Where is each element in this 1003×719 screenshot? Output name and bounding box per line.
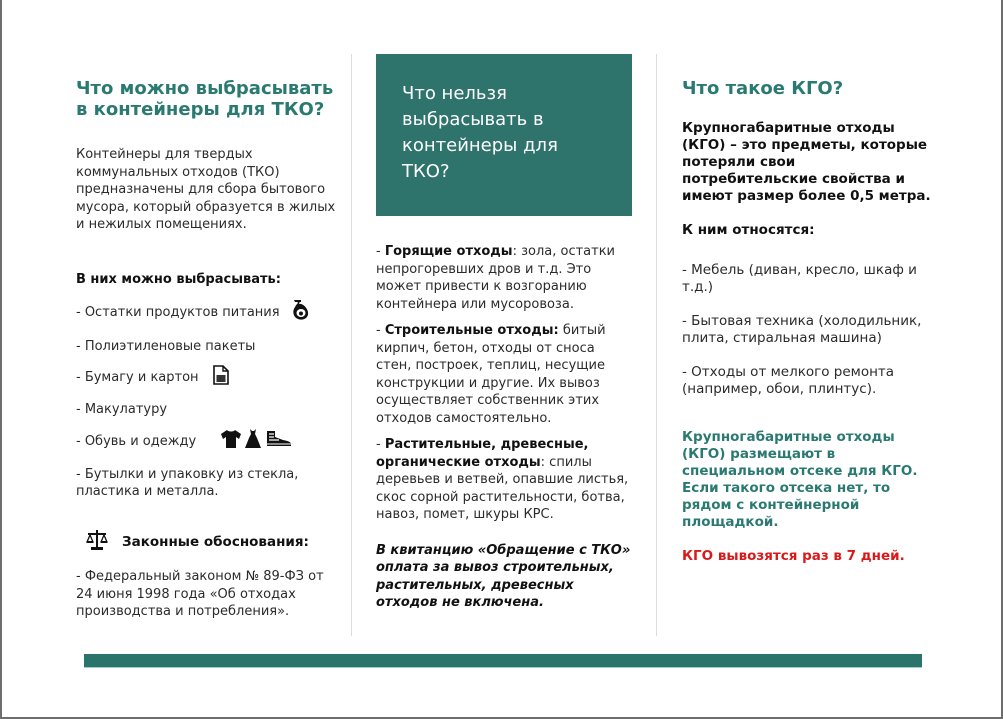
right-title: Что такое КГО? <box>682 78 844 99</box>
dress-icon <box>244 428 262 456</box>
legal-text: - Федеральный законом № 89-ФЗ от 24 июня 1998 года «Об отходах производства и потребления». <box>76 569 324 619</box>
kgo-placement: Крупногабаритные отходы (КГО) размещают в специальном отсеке для КГО. Если такого отсека нет, то рядом с контейнерной площадкой. <box>682 429 918 530</box>
allowed-item <box>76 338 338 356</box>
column-divider <box>351 54 352 636</box>
column-divider <box>656 54 657 636</box>
forbidden-text: битый кирпич, бетон, отходы от сноса стен, построек, теплиц, несущие конструкции и другие. Их вывоз осуществляет собственник этих отходов самостоятельно. <box>376 323 606 426</box>
left-intro: Контейнеры для твердых коммунальных отходов (ТКО) предназначены для сбора бытового мусора, который образуется в жилых и нежилых помещениях. <box>76 147 336 232</box>
legal-heading: Законные обоснования: <box>122 533 309 550</box>
includes-heading: К ним относятся: <box>682 222 815 238</box>
left-title: Что можно выбрасывать в контейнеры для ТКО? <box>76 78 334 120</box>
forbidden-item: - Строительные отходы: битый кирпич, бетон, отходы от сноса стен, построек, теплиц, несущие конструкции и другие. Их вывоз осуществляет собственник этих отходов самостоятельно. <box>376 323 606 426</box>
kgo-item: - Бытовая техника (холодильник, плита, стиральная машина) <box>682 313 922 346</box>
avocado-icon <box>288 298 312 328</box>
middle-title: Что нельзя выбрасывать в контейнеры для ТКО? <box>402 83 558 182</box>
kgo-item: - Отходы от мелкого ремонта (например, обои, плинтус). <box>682 364 895 397</box>
forbidden-item: - Горящие отходы: зола, остатки непрогоревших дров и т.д. Это может привести к возгоранию контейнера или мусоровоза. <box>376 244 615 312</box>
allowed-item <box>76 365 338 391</box>
legal-heading-row <box>86 529 338 557</box>
forbidden-text: спилы деревьев и ветвей, опавшие листья, скос сорной растительности, ботва, навоз, помет, шкуры КРС. <box>376 454 629 522</box>
scales-icon <box>86 529 108 557</box>
billing-note: В квитанцию «Обращение с ТКО» оплата за вывоз строительных, растительных, древесных отходов не включена. <box>376 542 631 610</box>
kgo-definition: Крупногабаритные отходы (КГО) – это предметы, которые потеряли свои потребительские свойства и имеют размер более 0,5 метра. <box>682 120 931 204</box>
middle-column <box>376 54 632 612</box>
forbidden-term: Растительные, древесные, органические отходы <box>376 437 589 470</box>
allowed-item-label: - Бумагу и картон <box>76 370 199 385</box>
kgo-item: - Мебель (диван, кресло, шкаф и т.д.) <box>682 262 917 295</box>
allowed-item-label: - Остатки продуктов питания <box>76 305 280 320</box>
forbidden-item: - Растительные, древесные, органические отходы: спилы деревьев и ветвей, опавшие листья, скос сорной растительности, ботва, навоз, помет, шкуры КРС. <box>376 437 629 522</box>
allowed-item-label: - Бутылки и упаковку из стекла, пластика и металла. <box>76 466 299 499</box>
allowed-item <box>76 428 338 456</box>
allowed-item <box>76 298 338 328</box>
tshirt-icon <box>220 429 242 455</box>
separator: : <box>540 454 550 470</box>
forbidden-title-box <box>376 54 632 216</box>
document-icon <box>213 365 229 391</box>
allowed-heading: В них можно выбрасывать: <box>76 271 281 287</box>
forbidden-term: Строительные отходы: <box>384 323 559 338</box>
allowed-item <box>76 401 338 419</box>
left-column <box>76 78 338 621</box>
forbidden-term: Горящие отходы <box>384 244 513 259</box>
right-column <box>682 78 932 565</box>
allowed-item-label: - Макулатуру <box>76 401 168 417</box>
sneaker-icon <box>265 430 293 454</box>
allowed-item-label: - Обувь и одежду <box>76 434 197 449</box>
kgo-schedule: КГО вывозятся раз в 7 дней. <box>682 548 905 564</box>
forbidden-text: зола, остатки непрогоревших дров и т.д. Это может привести к возгоранию контейнера или мусоровоза. <box>376 244 615 312</box>
allowed-item-label: - Полиэтиленовые пакеты <box>76 338 256 354</box>
allowed-item <box>76 466 338 501</box>
separator: : <box>512 244 522 259</box>
footer-bar <box>84 654 922 668</box>
